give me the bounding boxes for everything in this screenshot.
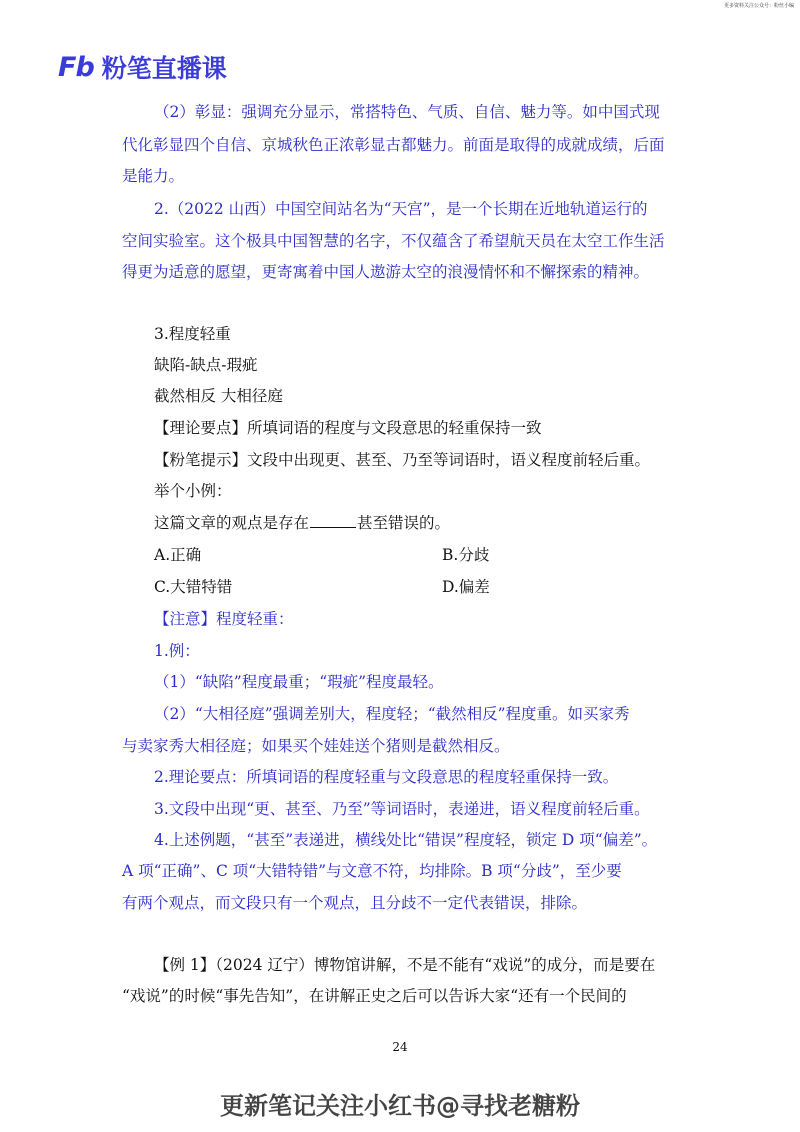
question-text-start: 这篇文章的观点是存在: [154, 514, 310, 532]
example-heading: 【例 1】（2024 辽宁）博物馆讲解，不是不能有“戏说”的成分，而是要在: [154, 956, 656, 974]
text-line: （2）“大相径庭”强调差别大，程度轻；“截然相反”程度重。如买家秀: [154, 705, 630, 723]
text-line: 得更为适意的愿望，更寄寓着中国人遨游太空的浪漫情怀和不懈探索的精神。: [122, 263, 650, 281]
option-b: B.分歧: [442, 546, 490, 564]
text-line: 2.理论要点：所填词语的程度轻重与文段意思的程度轻重保持一致。: [154, 768, 619, 786]
section-heading: 3.程度轻重: [154, 325, 231, 343]
text-line: 截然相反 大相径庭: [154, 387, 283, 405]
option-a: A.正确: [154, 546, 202, 564]
text-line: 4.上述例题，“甚至”表递进，横线处比“错误”程度轻，锁定 D 项“偏差”。: [154, 831, 658, 849]
text-line: （2）彰显：强调充分显示，常搭特色、气质、自信、魅力等。如中国式现: [154, 103, 660, 121]
note-heading: 【注意】程度轻重：: [154, 610, 294, 628]
page-number: 24: [392, 1040, 408, 1054]
text-line: 空间实验室。这个极具中国智慧的名字，不仅蕴含了希望航天员在太空工作生活: [122, 232, 665, 250]
text-line: 【理论要点】所填词语的程度与文段意思的轻重保持一致: [154, 419, 542, 437]
text-line: A 项“正确”、C 项“大错特错”与文意不符，均排除。B 项“分歧”，至少要: [122, 862, 622, 880]
logo-mark: Fb: [58, 51, 94, 83]
question-stem: [154, 513, 450, 533]
text-line: 缺陷-缺点-瑕疵: [154, 356, 258, 374]
text-line: （1）“缺陷”程度最重；“瑕疵”程度最轻。: [154, 673, 444, 691]
option-d: D.偏差: [442, 578, 490, 596]
text-line: 【粉笔提示】文段中出现更、甚至、乃至等词语时，语义程度前轻后重。: [154, 451, 651, 469]
corner-note: 更多资料关注公众号：粉丝小编: [723, 3, 794, 9]
text-line: 1.例：: [154, 642, 200, 660]
answer-blank: [310, 513, 356, 528]
text-line: 代化彰显四个自信、京城秋色正浓彰显古都魅力。前面是取得的成就成绩，后面: [122, 136, 665, 154]
text-line: 是能力。: [122, 167, 185, 185]
text-line: “戏说”的时候“事先告知”，在讲解正史之后可以告诉大家“还有一个民间的: [122, 987, 627, 1005]
footer-watermark: 更新笔记关注小红书@寻找老糖粉: [220, 1092, 580, 1120]
text-line: 有两个观点，而文段只有一个观点，且分歧不一定代表错误，排除。: [122, 894, 588, 912]
option-c: C.大错特错: [154, 578, 233, 596]
text-line: 3.文段中出现“更、甚至、乃至”等词语时，表递进，语义程度前轻后重。: [154, 800, 650, 818]
text-line: 举个小例：: [154, 482, 232, 500]
text-line: 与卖家秀大相径庭；如果买个娃娃送个猪则是截然相反。: [122, 737, 510, 755]
logo-text: 粉笔直播课: [101, 54, 227, 83]
brand-logo: [58, 50, 227, 84]
question-text-end: 甚至错误的。: [357, 514, 451, 532]
text-line: 2.（2022 山西）中国空间站名为“天宫”，是一个长期在近地轨道运行的: [154, 200, 648, 218]
